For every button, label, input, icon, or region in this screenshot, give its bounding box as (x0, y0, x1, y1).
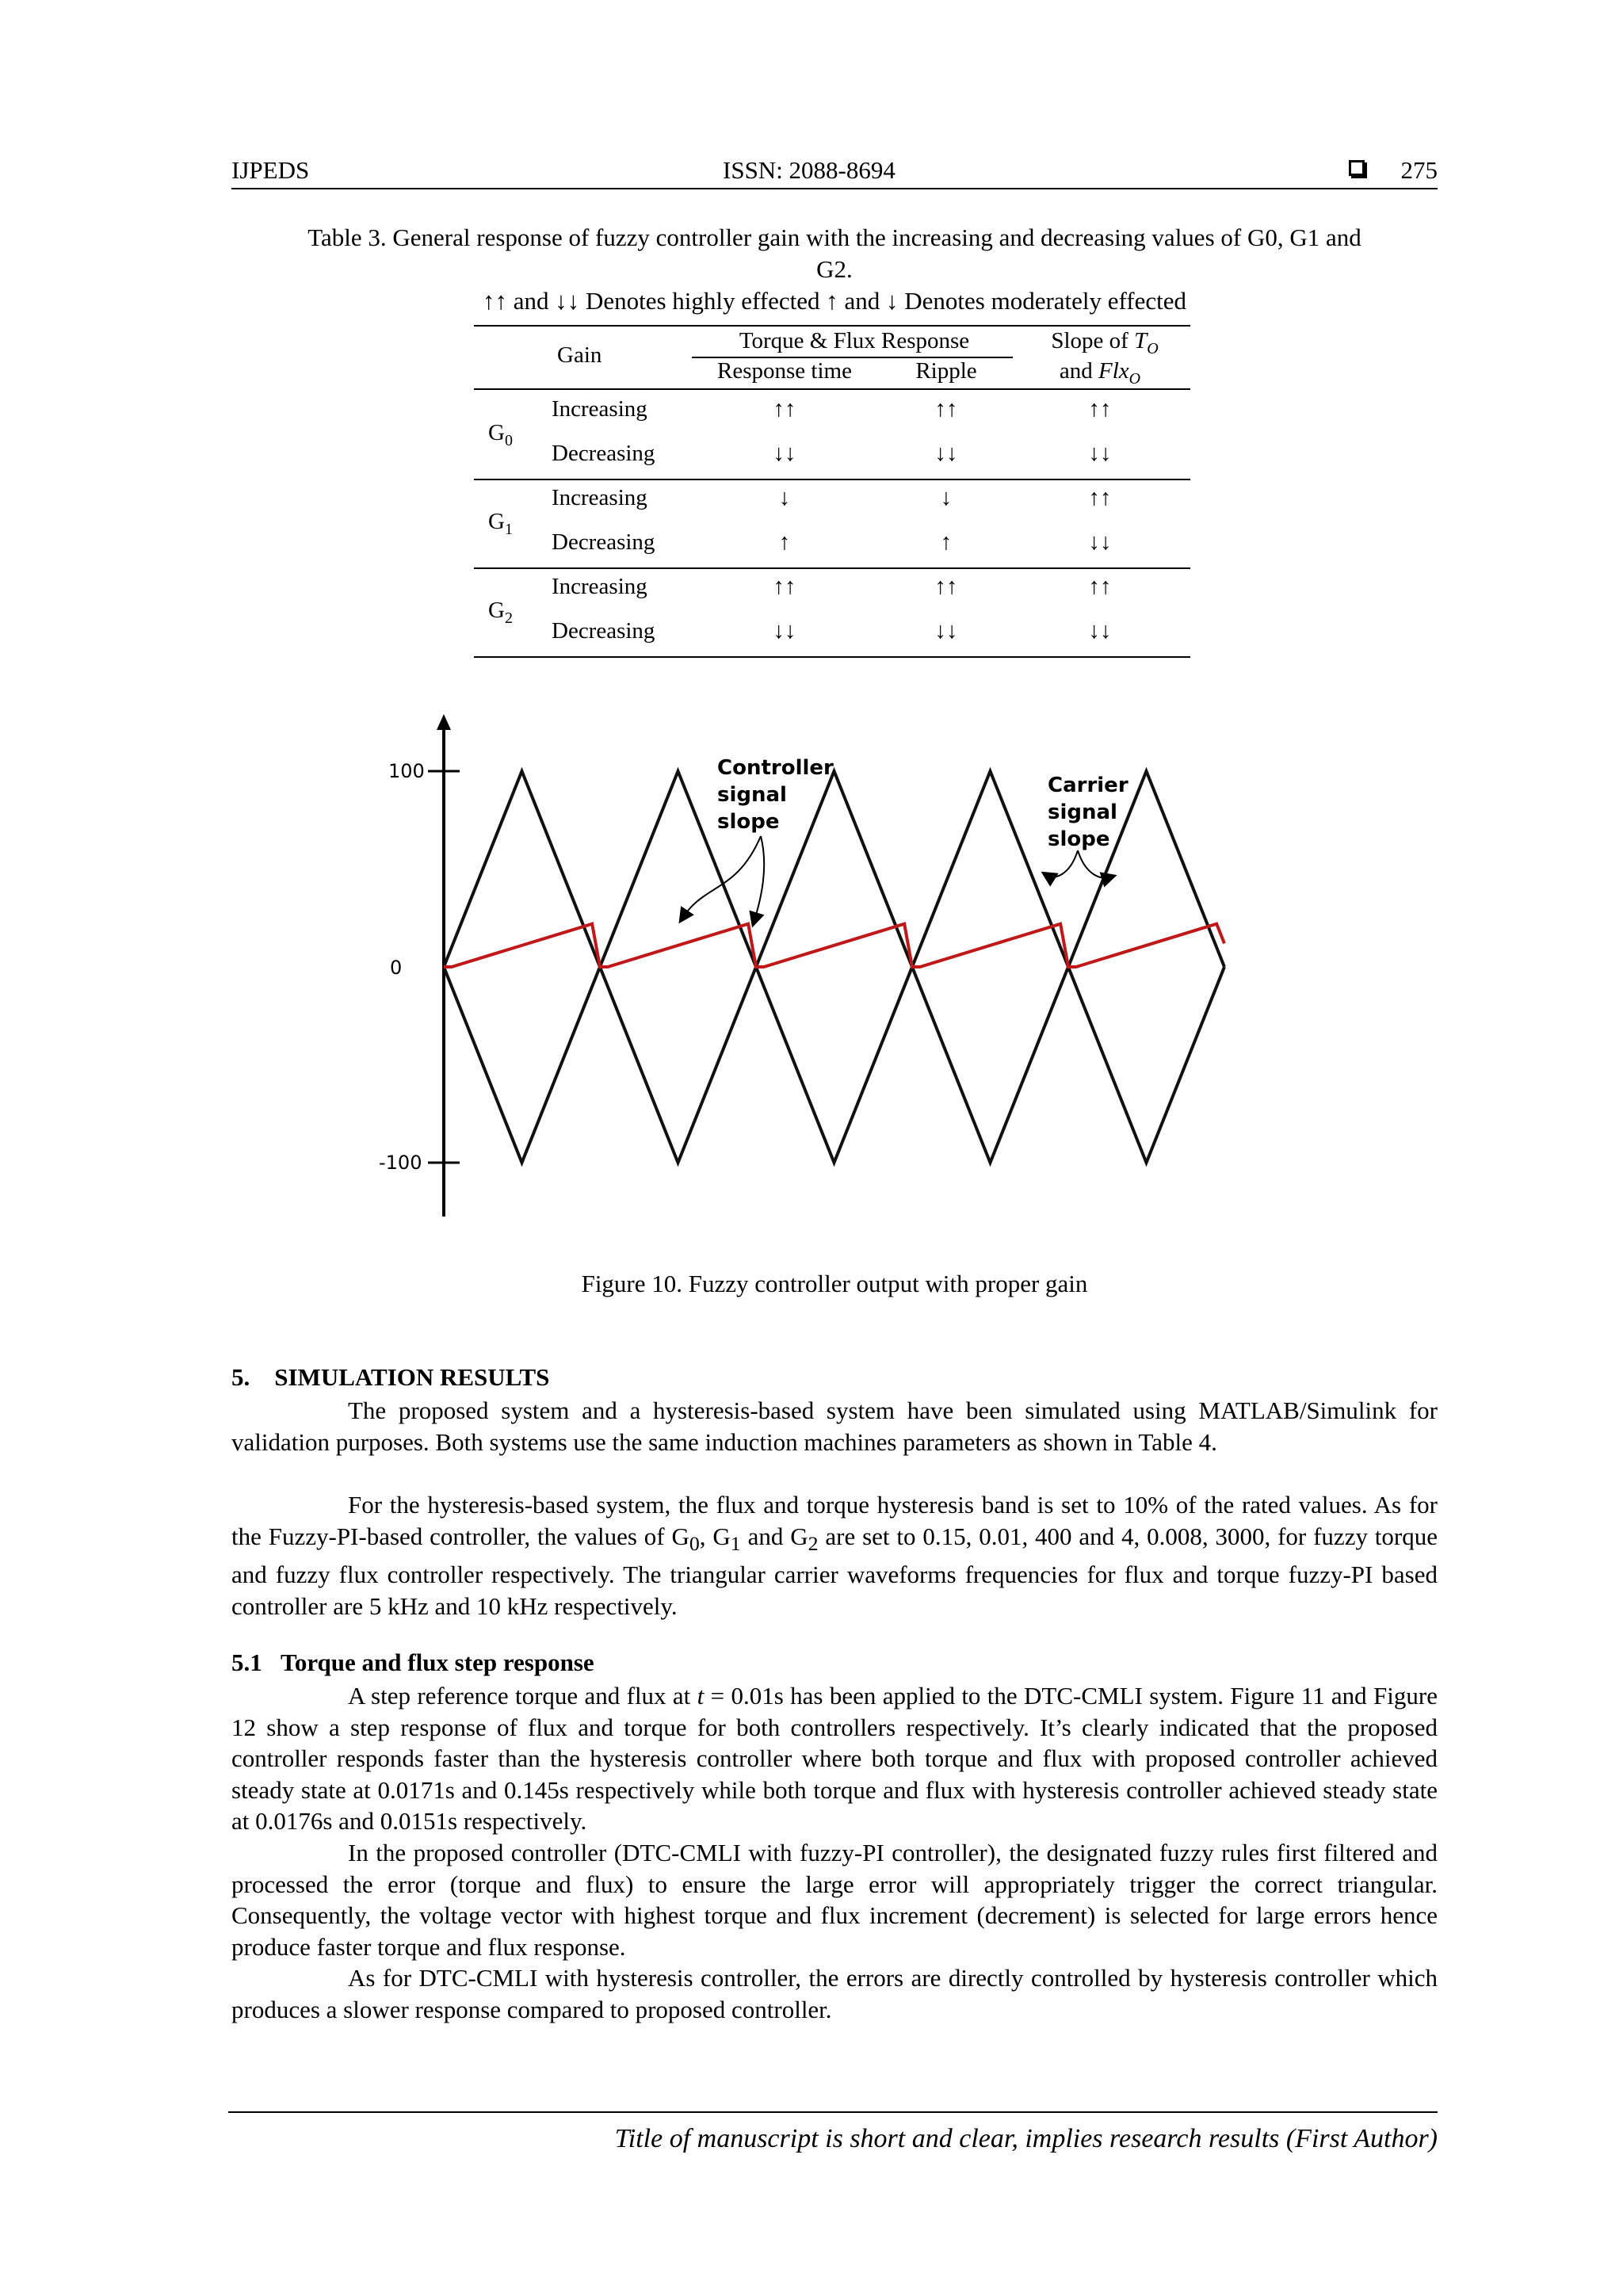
header-response-time: Response time (717, 358, 852, 384)
cell-slope: ↓↓ (1088, 529, 1112, 555)
controller-slope-arrow (683, 836, 761, 917)
row-label: Decreasing (552, 618, 655, 644)
cell-ripple: ↑ (940, 529, 953, 555)
page-footer (228, 2111, 1438, 2153)
section-5-1-heading: 5.1 Torque and flux step response (231, 1648, 594, 1676)
header-slope-line2: and Flx$_O$ (1059, 358, 1141, 388)
header-gain: Gain (557, 342, 602, 368)
cell-response: ↓↓ (773, 618, 796, 644)
row-label: Increasing (552, 574, 647, 599)
page-header (231, 153, 1438, 189)
controller-slope-arrow (754, 836, 764, 920)
figure-10 (365, 709, 1268, 1224)
cell-ripple: ↓↓ (934, 441, 958, 466)
cell-response: ↓ (778, 485, 791, 510)
header-ripple: Ripple (915, 358, 977, 384)
footer-text: Title of manuscript is short and clear, implies research results (First Author) (614, 2124, 1438, 2153)
cell-response: ↓↓ (773, 441, 796, 466)
section-5-1-paragraph-2: In the proposed controller (DTC-CMLI with fuzzy-PI controller), the designated fuzzy rules first filtered and processed the error (torque and flux) to ensure the large error will appropriately trigger the correct triangular. Consequently, the voltage vector with highest torque and flux increment (decrement) is selected for large errors hence produce faster torque and flux response. (231, 1839, 1438, 1961)
journal-name: IJPEDS (231, 156, 310, 184)
section-5-paragraph-1: The proposed system and a hysteresis-based system have been simulated using MATLAB/Simulink for validation purposes. Both systems use the same induction machines parameters as shown in Table 4. (231, 1396, 1438, 1456)
cell-response: ↑↑ (773, 574, 796, 599)
carrier-annotation-line2: signal (1048, 800, 1117, 824)
row-label: Decreasing (552, 441, 655, 466)
section-5-paragraph-2: For the hysteresis-based system, the flux and torque hysteresis band is set to 10% of the rated values. As for the Fuzzy-PI-based controller, the values of $G_0$, $G_1$ and $G_2$ are set to 0.15, 0.01, 400 and 4, 0.008, 3000, for fuzzy torque and fuzzy flux controller respectively. The triangular carrier waveforms frequencies for flux and torque fuzzy-PI based controller are 5 kHz and 10 kHz respectively. (231, 1491, 1438, 1620)
row-label: Decreasing (552, 529, 655, 555)
figure-caption: Figure 10. Fuzzy controller output with proper gain (581, 1270, 1088, 1297)
checkbox-square-icon (1349, 160, 1365, 176)
cell-slope: ↑↑ (1088, 396, 1112, 422)
carrier-annotation-line3: slope (1048, 827, 1110, 851)
carrier-slope-arrow (1048, 850, 1078, 877)
table-caption-line1: Table 3. General response of fuzzy controller gain with the increasing and decreasing values of G0, G1 and (307, 223, 1361, 251)
cell-ripple: ↑↑ (934, 574, 958, 599)
table-caption (231, 222, 1438, 317)
cell-response: ↑ (778, 529, 791, 555)
row-label: Increasing (552, 485, 647, 510)
cell-slope: ↓↓ (1088, 618, 1112, 644)
controller-annotation-line2: signal (717, 783, 787, 807)
page-number: 275 (1400, 156, 1438, 184)
row-label: Increasing (552, 396, 647, 422)
y-axis-arrow-icon (437, 714, 451, 730)
carrier-annotation-line1: Carrier (1048, 774, 1128, 797)
gain-g1: $G_1$ (488, 509, 513, 538)
header-torque-flux: Torque & Flux Response (739, 328, 970, 353)
section-5-1-paragraph-1: A step reference torque and flux at t = 0.01s has been applied to the DTC-CMLI system. Figure 11 and Figure 12 show a step response of flux and torque for both controllers respectively. It’s clearly indicated that the proposed controller responds faster than the hysteresis controller where both torque and flux with proposed controller achieved steady state at 0.0171s and 0.145s respectively while both torque and flux with hysteresis controller achieved steady state at 0.0176s and 0.0151s respectively. (231, 1682, 1438, 1835)
table-caption-line2: G2. (816, 255, 853, 283)
controller-annotation-line3: slope (717, 810, 780, 834)
cell-ripple: ↓ (940, 485, 953, 510)
gain-g2: $G_2$ (488, 598, 513, 627)
section-5-1-paragraph-3: As for DTC-CMLI with hysteresis controller, the errors are directly controlled by hysteresis controller which produces a slower response compared to proposed controller. (231, 1964, 1438, 2023)
table-legend: ↑↑ and ↓↓ Denotes highly effected ↑ and ↓ Denotes moderately effected (482, 287, 1187, 315)
tick-label-minus-100: -100 (379, 1152, 422, 1174)
section-5-heading: 5. SIMULATION RESULTS (231, 1363, 550, 1391)
cell-slope: ↑↑ (1088, 485, 1112, 510)
controller-signal-line (444, 924, 1224, 967)
controller-annotation-line1: Controller (717, 756, 834, 780)
cell-ripple: ↑↑ (934, 396, 958, 422)
cell-slope: ↓↓ (1088, 441, 1112, 466)
cell-response: ↑↑ (773, 396, 796, 422)
gain-g0: $G_0$ (488, 420, 513, 449)
tick-label-100: 100 (388, 760, 425, 782)
cell-slope: ↑↑ (1088, 574, 1112, 599)
figure-10-plot (365, 709, 1268, 1224)
header-slope-line1: Slope of $T_O$ (1051, 328, 1159, 357)
issn: ISSN: 2088-8694 (723, 156, 896, 184)
cell-ripple: ↓↓ (934, 618, 958, 644)
tick-label-0: 0 (390, 957, 403, 979)
